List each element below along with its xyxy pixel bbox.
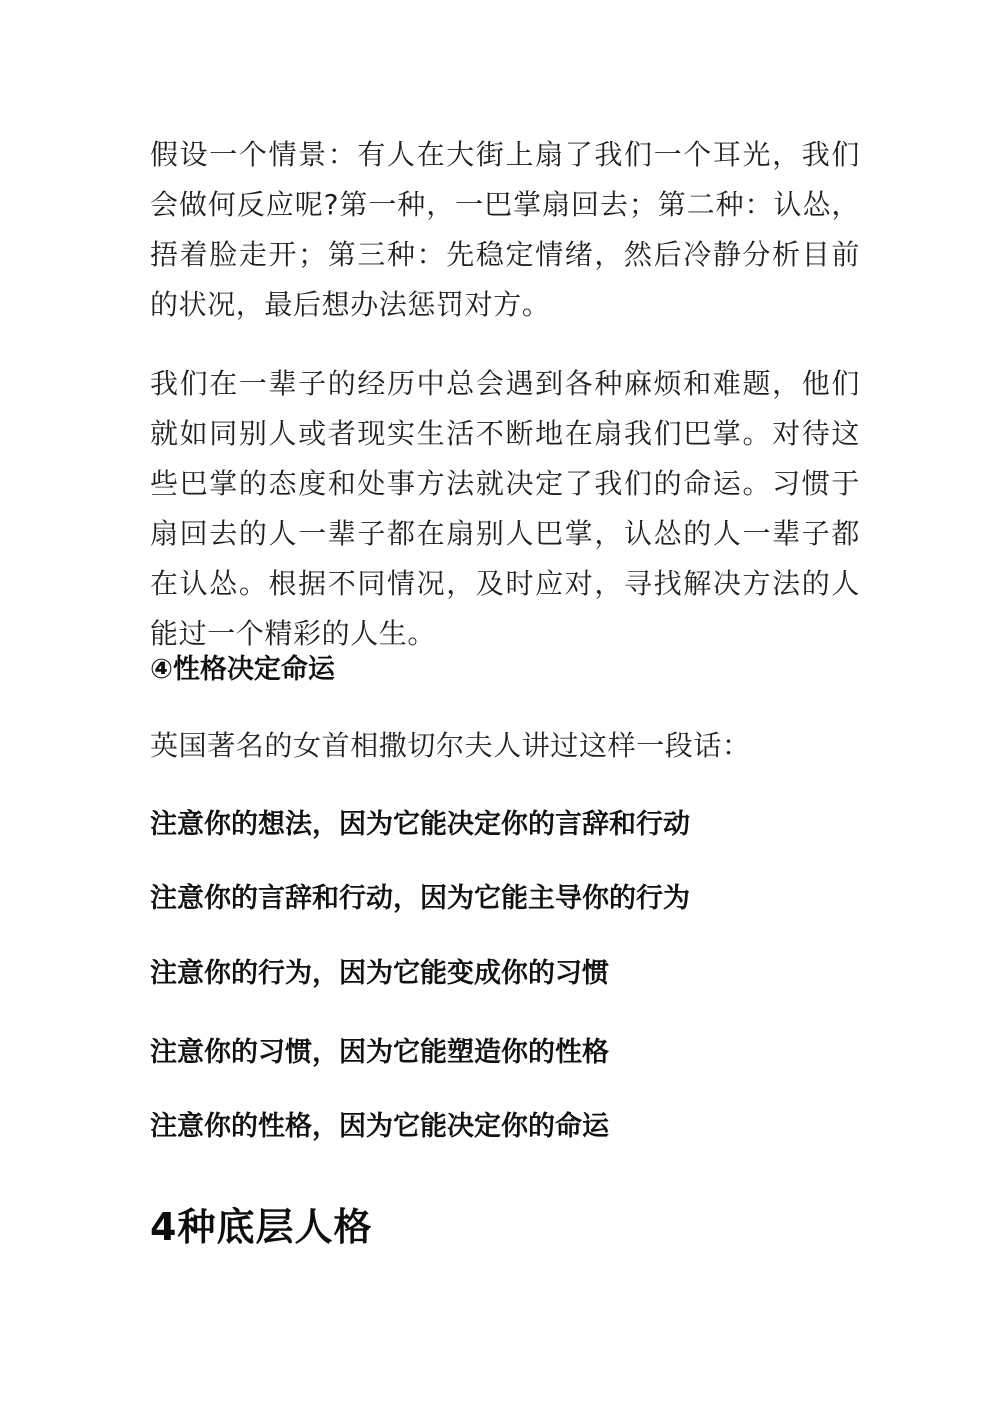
paragraph-life-troubles: 我们在一辈子的经历中总会遇到各种麻烦和难题，他们就如同别人或者现实生活不断地在扇我们巴掌。对待这些巴掌的态度和处事方法就决定了我们的命运。习惯于扇回去的人一辈子都在扇别人巴掌，认怂的人一辈子都在认怂。根据不同情况，及时应对，寻找解决方法的人能过一个精彩的人生。 <box>150 367 860 650</box>
paragraph-slap-scenario: 假设一个情景：有人在大街上扇了我们一个耳光，我们会做何反应呢?第一种，一巴掌扇回去；第二种：认怂，捂着脸走开；第三种：先稳定情绪，然后冷静分析目前的状况，最后想办法惩罚对方。 <box>150 138 860 321</box>
quote-line: 注意你的想法，因为它能决定你的言辞和行动 <box>150 809 690 840</box>
quote-intro: 英国著名的女首相撒切尔夫人讲过这样一段话： <box>150 729 751 762</box>
quote-line: 注意你的言辞和行动，因为它能主导你的行为 <box>150 883 690 914</box>
quote-line: 注意你的性格，因为它能决定你的命运 <box>150 1111 609 1142</box>
section-title: 4种底层人格 <box>150 1205 373 1249</box>
subheading-character-determines-fate: ④性格决定命运 <box>150 654 335 685</box>
quote-line: 注意你的行为，因为它能变成你的习惯 <box>150 958 609 989</box>
quote-line: 注意你的习惯，因为它能塑造你的性格 <box>150 1037 609 1068</box>
